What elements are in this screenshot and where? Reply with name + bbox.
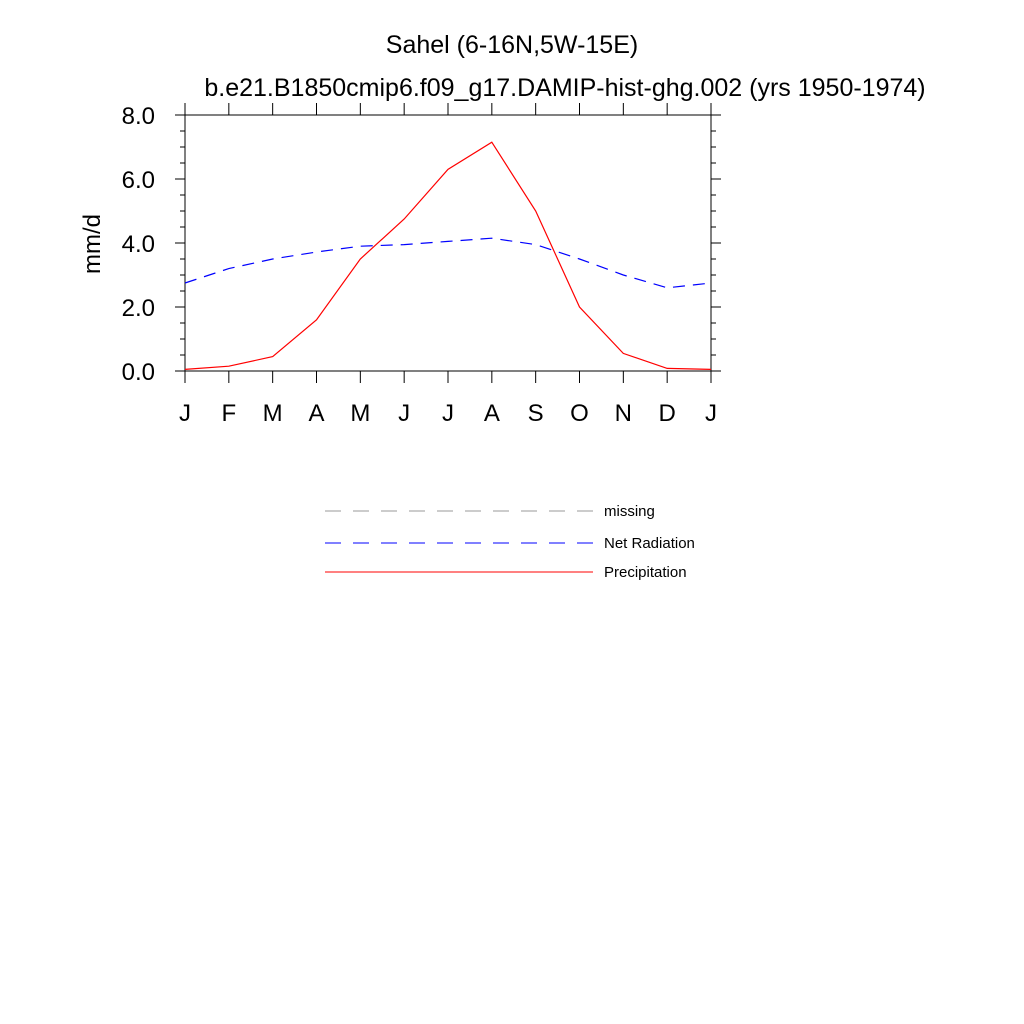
x-tick-label: D — [658, 400, 676, 427]
x-tick-label: J — [442, 400, 454, 427]
x-tick-label: A — [308, 400, 325, 427]
x-tick-label: M — [350, 400, 371, 427]
series-line-1 — [185, 238, 711, 288]
series-layer — [185, 142, 711, 369]
plot-frame — [185, 115, 711, 371]
y-tick-label: 6.0 — [121, 167, 155, 194]
x-tick-label: N — [614, 400, 633, 427]
x-tick-label: J — [398, 400, 411, 427]
legend-label-1: Net Radiation — [604, 535, 695, 552]
x-tick-label: F — [221, 400, 237, 427]
series-line-2 — [185, 142, 711, 369]
y-axis-label: mm/d — [79, 214, 106, 274]
y-tick-label: 8.0 — [121, 103, 155, 130]
x-tick-label: J — [179, 400, 191, 427]
chart-subtitle: b.e21.B1850cmip6.f09_g17.DAMIP-hist-ghg.002 (yrs 1950-1974) — [204, 74, 926, 102]
x-tick-label: O — [570, 400, 589, 427]
y-tick-label: 4.0 — [121, 231, 155, 258]
chart-title: Sahel (6-16N,5W-15E) — [385, 31, 639, 59]
plot-axes — [122, 103, 721, 427]
legend-label-0: missing — [604, 503, 655, 520]
x-tick-label: M — [262, 400, 283, 427]
y-tick-label: 0.0 — [121, 359, 155, 386]
legend — [325, 503, 695, 581]
x-tick-label: A — [483, 400, 500, 427]
x-tick-label: J — [705, 400, 717, 427]
x-tick-label: S — [527, 400, 544, 427]
y-tick-label: 2.0 — [121, 295, 155, 322]
legend-label-2: Precipitation — [604, 564, 687, 581]
